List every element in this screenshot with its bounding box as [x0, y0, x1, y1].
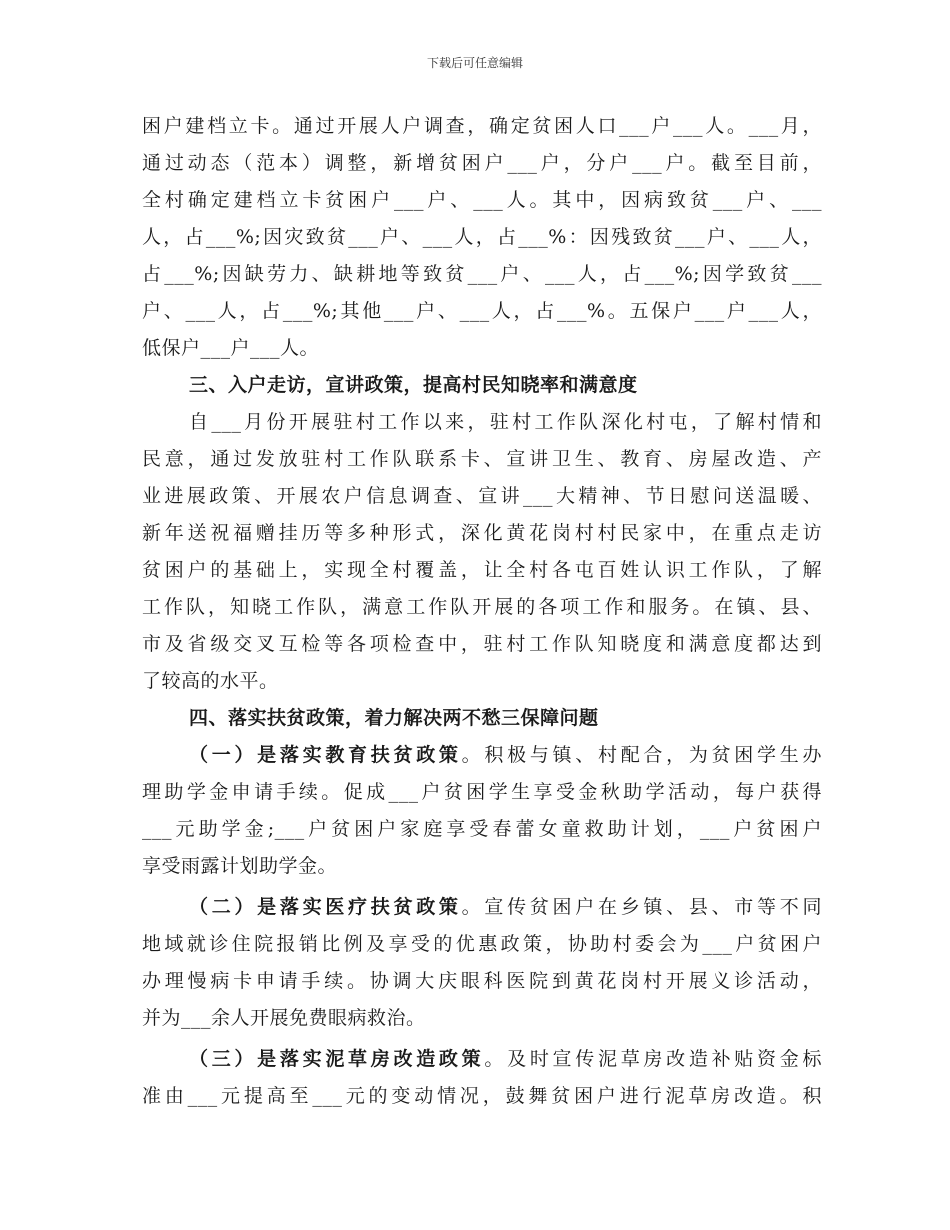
- text-line: 人，占___%;因灾致贫___户、___人，占___%：因残致贫___户、___人，: [142, 226, 822, 248]
- text-line: 准由___元提高至___元的变动情况，鼓舞贫困户进行泥草房改造。积: [142, 1085, 822, 1107]
- paragraph-education-policy: [142, 737, 822, 885]
- paragraph-housing-policy: [142, 1041, 822, 1115]
- section-heading-3: 三、入户走访，宣讲政策，提高村民知晓率和满意度: [189, 374, 638, 396]
- text-line: 理助学金申请手续。促成___户贫困学生享受金秋助学活动，每户获得: [142, 781, 822, 803]
- text-line: 并为___余人开展免费眼病救治。: [142, 1007, 426, 1029]
- page-header: 下载后可任意编辑: [426, 56, 523, 70]
- text-line: 享受雨露计划助学金。: [142, 855, 338, 877]
- text-line-rest: 。及时宣传泥草房改造补贴资金标: [484, 1048, 822, 1070]
- text-line-rest: 。积极与镇、村配合，为贫困学生办: [461, 744, 822, 766]
- text-line: 业进展政策、开展农户信息调查、宣讲___大精神、节日慰问送温暖、: [142, 485, 822, 507]
- text-line: 低保户___户___人。: [142, 337, 320, 359]
- text-line: 工作队，知晓工作队，满意工作队开展的各项工作和服务。在镇、县、: [142, 596, 822, 618]
- text-line: [142, 737, 822, 774]
- text-line-rest: 。宣传贫困户在乡镇、县、市等不同: [461, 896, 822, 918]
- subheading-medical: （二）是落实医疗扶贫政策: [189, 896, 462, 918]
- paragraph-household-statistics: [142, 108, 822, 367]
- subheading-housing: （三）是落实泥草房改造政策: [189, 1048, 485, 1070]
- text-line: 全村确定建档立卡贫困户___户、___人。其中，因病致贫___户、___: [142, 189, 822, 211]
- text-line: 通过动态（范本）调整，新增贫困户___户，分户___户。截至目前，: [142, 152, 822, 174]
- paragraph-medical-policy: [142, 889, 822, 1037]
- text-line: 了较高的水平。: [142, 670, 279, 692]
- text-line: 新年送祝福赠挂历等多种形式，深化黄花岗村村民家中，在重点走访: [142, 522, 822, 544]
- text-line: 市及省级交叉互检等各项检查中，驻村工作队知晓度和满意度都达到: [142, 633, 822, 655]
- text-line: 民意，通过发放驻村工作队联系卡、宣讲卫生、教育、房屋改造、产: [142, 448, 822, 470]
- text-line: 地域就诊住院报销比例及享受的优惠政策，协助村委会为___户贫困户: [142, 933, 822, 955]
- section-heading-4: 四、落实扶贫政策，着力解决两不愁三保障问题: [189, 707, 599, 729]
- text-line: [142, 1041, 822, 1078]
- subheading-education: （一）是落实教育扶贫政策: [189, 744, 462, 766]
- text-line: ___元助学金;___户贫困户家庭享受春蕾女童救助计划，___户贫困户: [142, 818, 822, 840]
- text-line: 困户建档立卡。通过开展人户调查，确定贫困人口___户___人。___月，: [142, 115, 822, 137]
- paragraph-household-visits: [142, 404, 822, 700]
- text-line: [142, 889, 822, 926]
- text-line: 户、___人，占___%;其他___户、___人，占___%。五保户___户___人，: [142, 300, 822, 322]
- text-line: 贫困户的基础上，实现全村覆盖，让全村各屯百姓认识工作队，了解: [142, 559, 822, 581]
- text-line: 办理慢病卡申请手续。协调大庆眼科医院到黄花岗村开展义诊活动，: [142, 970, 822, 992]
- document-body: [142, 108, 822, 1115]
- text-line: 占___%;因缺劳力、缺耕地等致贫___户、___人，占___%;因学致贫___: [142, 263, 822, 285]
- text-line: 自___月份开展驻村工作以来，驻村工作队深化村屯，了解村情和: [189, 411, 822, 433]
